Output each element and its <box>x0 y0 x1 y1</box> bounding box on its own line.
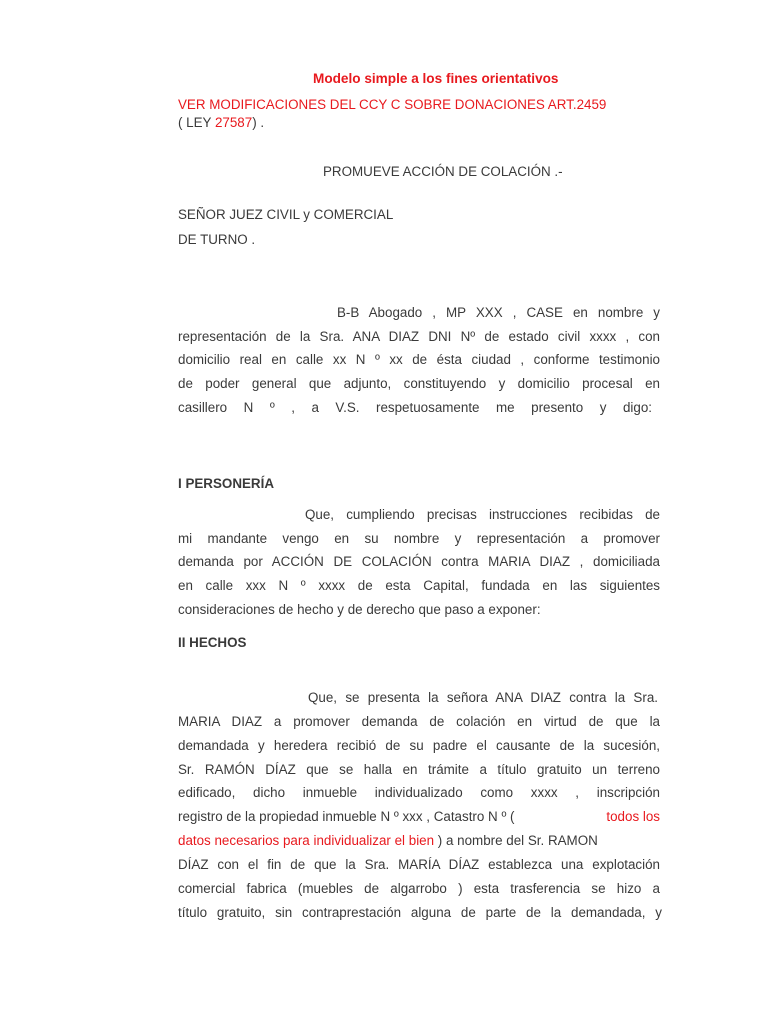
section-2-line: Que, se presenta la señora ANA DIAZ contra la Sra. <box>308 690 658 705</box>
reference-law-line <box>178 115 264 130</box>
intro-line: casillero N º , a V.S. respetuosamente me presento y digo: <box>178 400 652 415</box>
section-2-line: título gratuito, sin contraprestación alguna de parte de la demandada, y <box>178 905 662 920</box>
section-2-line <box>178 809 660 824</box>
reference-law-open: ( LEY <box>178 115 215 130</box>
intro-line: representación de la Sra. ANA DIAZ DNI Nº de estado civil xxxx , con <box>178 329 660 344</box>
section-1-line: en calle xxx N º xxxx de esta Capital, fundada en las siguientes <box>178 578 660 593</box>
section-1-line: consideraciones de hecho y de derecho que paso a exponer: <box>178 602 541 617</box>
section-2-line: DÍAZ con el fin de que la Sra. MARÍA DÍAZ establezca una explotación <box>178 857 660 872</box>
section-2-line: MARIA DIAZ a promover demanda de colación en virtud de que la <box>178 714 660 729</box>
section-2-line <box>178 833 598 848</box>
intro-line: de poder general que adjunto, constituyendo y domicilio procesal en <box>178 376 660 391</box>
intro-line: domicilio real en calle xx N º xx de ésta ciudad , conforme testimonio <box>178 352 660 367</box>
section-2-line: comercial fabrica (muebles de algarrobo ) esta trasferencia se hizo a <box>178 881 660 896</box>
section-2-line-text: ) a nombre del Sr. RAMON <box>434 833 598 848</box>
section-2-line: demandada y heredera recibió de su padre el causante de la sucesión, <box>178 738 660 753</box>
section-2-line-text: registro de la propiedad inmueble N º xxx , Catastro N º ( <box>178 809 515 824</box>
section-1-line: mi mandante vengo en su nombre y representación a promover <box>178 531 660 546</box>
intro-line: B-B Abogado , MP XXX , CASE en nombre y <box>337 305 660 320</box>
highlighted-note: todos los <box>606 809 660 824</box>
addressee-line-2: DE TURNO . <box>178 232 256 247</box>
reference-law-number: 27587 <box>214 115 253 130</box>
document-subject: PROMUEVE ACCIÓN DE COLACIÓN .- <box>323 164 563 179</box>
section-2-line: Sr. RAMÓN DÍAZ que se halla en trámite a título gratuito un terreno <box>178 762 660 777</box>
addressee-line-1: SEÑOR JUEZ CIVIL y COMERCIAL <box>178 207 394 222</box>
section-2-line: edificado, dicho inmueble individualizado como xxxx , inscripción <box>178 785 660 800</box>
document-title: Modelo simple a los fines orientativos <box>313 71 559 86</box>
section-heading-personeria: I PERSONERÍA <box>178 476 274 491</box>
section-1-line: demanda por ACCIÓN DE COLACIÓN contra MARIA DIAZ , domiciliada <box>178 554 660 569</box>
section-1-line: Que, cumpliendo precisas instrucciones recibidas de <box>305 507 660 522</box>
section-heading-hechos: II HECHOS <box>178 635 247 650</box>
reference-line: VER MODIFICACIONES DEL CCY C SOBRE DONACIONES ART.2459 <box>178 97 607 112</box>
highlighted-note: datos necesarios para individualizar el bien <box>178 833 435 848</box>
reference-law-close: ) . <box>252 115 265 130</box>
